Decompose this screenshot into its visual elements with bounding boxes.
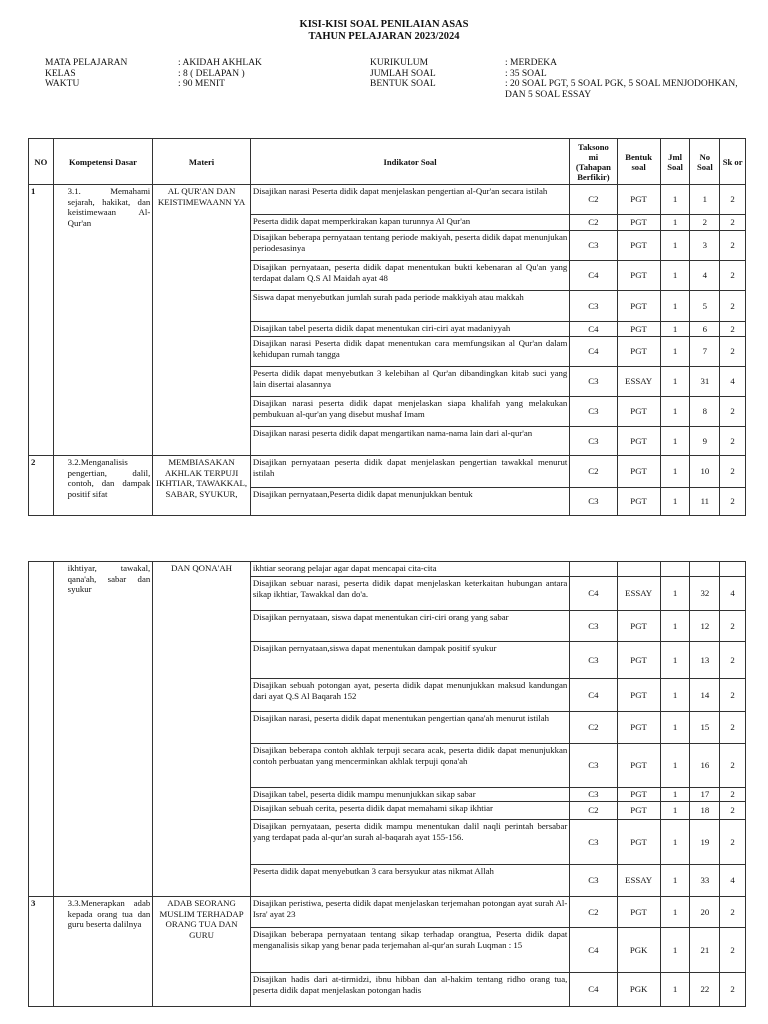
indikator-cell: Peserta didik dapat menyebutkan 3 cara bersyukur atas nikmat Allah — [250, 865, 569, 897]
indikator-cell: Siswa dapat menyebutkan jumlah surah pada periode makkiyah atau makkah — [250, 291, 569, 322]
taksonomi-cell: C3 — [570, 397, 617, 427]
jumlah-soal-cell: 1 — [660, 185, 690, 215]
group-no-cell — [29, 562, 54, 897]
nomor-soal-cell: 11 — [690, 488, 720, 516]
bentuk-soal-cell: PGT — [617, 261, 660, 291]
bentuk-soal-cell: PGT — [617, 802, 660, 820]
nomor-soal-cell: 18 — [690, 802, 720, 820]
col-header-indikator: Indikator Soal — [250, 139, 569, 185]
taksonomi-cell: C3 — [570, 291, 617, 322]
meta-value: : 90 MENIT — [178, 79, 225, 89]
kisi-kisi-table-1 — [28, 138, 746, 516]
bentuk-soal-cell: PGT — [617, 897, 660, 928]
indikator-cell: Disajikan sebuah cerita, peserta didik dapat memahami sikap ikhtiar — [250, 802, 569, 820]
skor-cell: 4 — [720, 367, 746, 397]
nomor-soal-cell: 32 — [690, 577, 720, 611]
materi-cell: DAN QONA'AH — [153, 562, 251, 897]
nomor-soal-cell: 7 — [690, 337, 720, 367]
meta-value: : 20 SOAL PGT, 5 SOAL PGK, 5 SOAL MENJODOHKAN, — [505, 79, 738, 89]
bentuk-soal-cell: PGT — [617, 788, 660, 802]
nomor-soal-cell: 20 — [690, 897, 720, 928]
nomor-soal-cell: 9 — [690, 427, 720, 456]
nomor-soal-cell: 3 — [690, 231, 720, 261]
skor-cell: 2 — [720, 973, 746, 1007]
nomor-soal-cell: 5 — [690, 291, 720, 322]
skor-cell: 2 — [720, 215, 746, 231]
col-header-taksonomi: Taksono mi (Tahapan Berfikir) — [570, 139, 617, 185]
col-header-materi: Materi — [153, 139, 251, 185]
meta-value: : MERDEKA — [505, 58, 557, 68]
indikator-cell: Disajikan peristiwa, peserta didik dapat menjelaskan terjemahan potongan ayat surah Al-Isra' ayat 23 — [250, 897, 569, 928]
taksonomi-cell: C3 — [570, 820, 617, 865]
indikator-cell: Disajikan pernyataan, siswa dapat menentukan ciri-ciri orang yang sabar — [250, 611, 569, 642]
jumlah-soal-cell: 1 — [660, 215, 690, 231]
taksonomi-cell: C3 — [570, 642, 617, 679]
bentuk-soal-cell: PGK — [617, 973, 660, 1007]
indikator-cell: Disajikan narasi peserta didik dapat menjelaskan siapa khalifah yang melakukan pembukuan al-qur'an yang disebut mushaf Imam — [250, 397, 569, 427]
taksonomi-cell: C3 — [570, 611, 617, 642]
skor-cell: 2 — [720, 397, 746, 427]
nomor-soal-cell: 19 — [690, 820, 720, 865]
meta-value: : AKIDAH AKHLAK — [178, 58, 262, 68]
skor-cell: 2 — [720, 322, 746, 337]
meta-label: BENTUK SOAL — [370, 79, 436, 89]
jumlah-soal-cell: 1 — [660, 456, 690, 488]
indikator-cell: Disajikan tabel peserta didik dapat menentukan ciri-ciri ayat madaniyyah — [250, 322, 569, 337]
skor-cell: 2 — [720, 456, 746, 488]
taksonomi-cell — [570, 562, 617, 577]
jumlah-soal-cell: 1 — [660, 577, 690, 611]
taksonomi-cell: C2 — [570, 456, 617, 488]
jumlah-soal-cell: 1 — [660, 642, 690, 679]
meta-value: DAN 5 SOAL ESSAY — [505, 89, 592, 100]
skor-cell — [720, 562, 746, 577]
indikator-cell: Disajikan beberapa pernyataan tentang sikap terhadap orangtua, Peserta didik dapat menganalisis sikap yang benar pada terjemahan al-qur'an surah Luqman : 15 — [250, 928, 569, 973]
bentuk-soal-cell: PGK — [617, 928, 660, 973]
jumlah-soal-cell: 1 — [660, 820, 690, 865]
meta-label: KELAS — [45, 68, 76, 79]
nomor-soal-cell: 14 — [690, 679, 720, 712]
jumlah-soal-cell: 1 — [660, 973, 690, 1007]
jumlah-soal-cell: 1 — [660, 291, 690, 322]
meta-value: : 35 SOAL — [505, 68, 547, 79]
nomor-soal-cell: 1 — [690, 185, 720, 215]
jumlah-soal-cell: 1 — [660, 802, 690, 820]
skor-cell: 2 — [720, 744, 746, 788]
meta-label: WAKTU — [45, 79, 80, 89]
skor-cell: 2 — [720, 427, 746, 456]
bentuk-soal-cell: PGT — [617, 488, 660, 516]
nomor-soal-cell: 16 — [690, 744, 720, 788]
jumlah-soal-cell: 1 — [660, 261, 690, 291]
taksonomi-cell: C3 — [570, 231, 617, 261]
jumlah-soal-cell: 1 — [660, 337, 690, 367]
bentuk-soal-cell: ESSAY — [617, 865, 660, 897]
col-header-kd: Kompetensi Dasar — [53, 139, 153, 185]
jumlah-soal-cell: 1 — [660, 367, 690, 397]
nomor-soal-cell: 22 — [690, 973, 720, 1007]
skor-cell: 2 — [720, 820, 746, 865]
taksonomi-cell: C2 — [570, 185, 617, 215]
jumlah-soal-cell: 1 — [660, 611, 690, 642]
taksonomi-cell: C4 — [570, 928, 617, 973]
table-row — [29, 185, 746, 215]
indikator-cell: Disajikan tabel, peserta didik mampu menunjukkan sikap sabar — [250, 788, 569, 802]
jumlah-soal-cell: 1 — [660, 865, 690, 897]
indikator-cell: Disajikan sebuar narasi, peserta didik dapat menjelaskan keterkaitan hubungan antara sikap ikhtiar, Tawakkal dan do'a. — [250, 577, 569, 611]
nomor-soal-cell: 4 — [690, 261, 720, 291]
bentuk-soal-cell: PGT — [617, 427, 660, 456]
kompetensi-dasar-cell: 3.3.Menerapkan adab kepada orang tua dan guru beserta dalilnya — [53, 897, 153, 1007]
indikator-cell: Disajikan narasi peserta didik dapat mengartikan nama-nama lain dari al-qur'an — [250, 427, 569, 456]
bentuk-soal-cell: PGT — [617, 456, 660, 488]
indikator-cell: Disajikan pernyataan, peserta didik mampu menentukan dalil naqli perintah bersabar yang terdapat pada al-qur'an surah al-baqarah ayat 155-156. — [250, 820, 569, 865]
materi-cell: ADAB SEORANG MUSLIM TERHADAP ORANG TUA DAN GURU — [153, 897, 251, 1007]
kompetensi-dasar-cell: 3.1. Memahami sejarah, hakikat, dan keistimewaan Al-Qur'an — [53, 185, 153, 456]
bentuk-soal-cell: ESSAY — [617, 367, 660, 397]
taksonomi-cell: C4 — [570, 337, 617, 367]
indikator-cell: Disajikan pernyataan, peserta didik dapat menentukan bukti kebenaran al Qu'an yang terdapat dalam Q.S Al Maidah ayat 48 — [250, 261, 569, 291]
col-header-no: NO — [29, 139, 54, 185]
taksonomi-cell: C3 — [570, 367, 617, 397]
bentuk-soal-cell: PGT — [617, 291, 660, 322]
taksonomi-cell: C3 — [570, 744, 617, 788]
table-row — [29, 897, 746, 928]
taksonomi-cell: C3 — [570, 788, 617, 802]
jumlah-soal-cell: 1 — [660, 928, 690, 973]
nomor-soal-cell: 8 — [690, 397, 720, 427]
bentuk-soal-cell: PGT — [617, 712, 660, 744]
nomor-soal-cell: 13 — [690, 642, 720, 679]
bentuk-soal-cell: PGT — [617, 322, 660, 337]
skor-cell: 2 — [720, 788, 746, 802]
bentuk-soal-cell: PGT — [617, 820, 660, 865]
skor-cell: 2 — [720, 231, 746, 261]
skor-cell: 2 — [720, 291, 746, 322]
nomor-soal-cell: 6 — [690, 322, 720, 337]
taksonomi-cell: C4 — [570, 679, 617, 712]
bentuk-soal-cell: PGT — [617, 611, 660, 642]
col-header-nosoal: No Soal — [690, 139, 720, 185]
meta-label: KURIKULUM — [370, 58, 429, 68]
table-row — [29, 456, 746, 488]
nomor-soal-cell: 15 — [690, 712, 720, 744]
jumlah-soal-cell: 1 — [660, 712, 690, 744]
bentuk-soal-cell: PGT — [617, 185, 660, 215]
kisi-kisi-table-2 — [28, 561, 746, 1007]
materi-cell: MEMBIASAKAN AKHLAK TERPUJI IKHTIAR, TAWAKKAL, SABAR, SYUKUR, — [153, 456, 251, 516]
indikator-cell: Disajikan hadis dari at-tirmidzi, ibnu hibban dan al-hakim tentang ridho orang tua, peserta didik dapat menjelaskan potongan hadis — [250, 973, 569, 1007]
bentuk-soal-cell: PGT — [617, 215, 660, 231]
taksonomi-cell: C4 — [570, 577, 617, 611]
skor-cell: 2 — [720, 611, 746, 642]
nomor-soal-cell: 10 — [690, 456, 720, 488]
skor-cell: 2 — [720, 679, 746, 712]
skor-cell: 2 — [720, 642, 746, 679]
bentuk-soal-cell: PGT — [617, 744, 660, 788]
indikator-cell: Peserta didik dapat memperkirakan kapan turunnya Al Qur'an — [250, 215, 569, 231]
indikator-cell: Disajikan beberapa contoh akhlak terpuji secara acak, peserta didik dapat menunjukkan contoh perbuatan yang mencerminkan akhlak terpuji qona'ah — [250, 744, 569, 788]
indikator-cell: Disajikan sebuah potongan ayat, peserta didik dapat menunjukkan maksud kandungan dari ayat Q.S Al Baqarah 152 — [250, 679, 569, 712]
materi-cell: AL QUR'AN DAN KEISTIMEWAANN YA — [153, 185, 251, 456]
skor-cell: 2 — [720, 337, 746, 367]
table-header-row — [29, 139, 746, 185]
skor-cell: 2 — [720, 712, 746, 744]
taksonomi-cell: C4 — [570, 322, 617, 337]
skor-cell: 2 — [720, 928, 746, 973]
nomor-soal-cell: 33 — [690, 865, 720, 897]
bentuk-soal-cell: PGT — [617, 337, 660, 367]
jumlah-soal-cell: 1 — [660, 788, 690, 802]
indikator-cell: ikhtiar seorang pelajar agar dapat mencapai cita-cita — [250, 562, 569, 577]
taksonomi-cell: C4 — [570, 261, 617, 291]
col-header-skor: Sk or — [720, 139, 746, 185]
skor-cell: 2 — [720, 488, 746, 516]
bentuk-soal-cell — [617, 562, 660, 577]
indikator-cell: Disajikan pernyataan peserta didik dapat menjelaskan pengertian tawakkal menurut istilah — [250, 456, 569, 488]
nomor-soal-cell: 31 — [690, 367, 720, 397]
nomor-soal-cell: 2 — [690, 215, 720, 231]
jumlah-soal-cell: 1 — [660, 897, 690, 928]
indikator-cell: Disajikan narasi Peserta didik dapat menentukan cara memfungsikan al Qur'an dalam kehidupan rumah tangga — [250, 337, 569, 367]
indikator-cell: Disajikan narasi Peserta didik dapat menjelaskan pengertian al-Qur'an secara istilah — [250, 185, 569, 215]
skor-cell: 4 — [720, 577, 746, 611]
jumlah-soal-cell: 1 — [660, 427, 690, 456]
bentuk-soal-cell: PGT — [617, 231, 660, 261]
indikator-cell: Disajikan beberapa pernyataan tentang periode makiyah, peserta didik dapat menunjukan periodesasinya — [250, 231, 569, 261]
document-title: KISI-KISI SOAL PENILAIAN ASAS — [299, 19, 469, 30]
group-no-cell: 1 — [29, 185, 54, 456]
jumlah-soal-cell: 1 — [660, 679, 690, 712]
kompetensi-dasar-cell: ikhtiyar, tawakal, qana'ah, sabar dan syukur — [53, 562, 153, 897]
bentuk-soal-cell: PGT — [617, 642, 660, 679]
nomor-soal-cell — [690, 562, 720, 577]
skor-cell: 2 — [720, 185, 746, 215]
skor-cell: 2 — [720, 897, 746, 928]
jumlah-soal-cell: 1 — [660, 744, 690, 788]
indikator-cell: Disajikan pernyataan,Peserta didik dapat menunjukkan bentuk — [250, 488, 569, 516]
document-subtitle: TAHUN PELAJARAN 2023/2024 — [308, 31, 460, 42]
taksonomi-cell: C2 — [570, 712, 617, 744]
bentuk-soal-cell: PGT — [617, 679, 660, 712]
bentuk-soal-cell: PGT — [617, 397, 660, 427]
nomor-soal-cell: 17 — [690, 788, 720, 802]
group-no-cell: 2 — [29, 456, 54, 516]
taksonomi-cell: C3 — [570, 427, 617, 456]
kompetensi-dasar-cell: 3.2.Menganalisis pengertian, dalil, contoh, dan dampak positif sifat — [53, 456, 153, 516]
col-header-jml: Jml Soal — [660, 139, 690, 185]
taksonomi-cell: C3 — [570, 865, 617, 897]
indikator-cell: Disajikan pernyataan,siswa dapat menentukan dampak positif syukur — [250, 642, 569, 679]
taksonomi-cell: C2 — [570, 802, 617, 820]
nomor-soal-cell: 21 — [690, 928, 720, 973]
group-no-cell: 3 — [29, 897, 54, 1007]
bentuk-soal-cell: ESSAY — [617, 577, 660, 611]
col-header-bentuk: Bentuk soal — [617, 139, 660, 185]
skor-cell: 2 — [720, 802, 746, 820]
taksonomi-cell: C2 — [570, 215, 617, 231]
skor-cell: 4 — [720, 865, 746, 897]
jumlah-soal-cell: 1 — [660, 231, 690, 261]
indikator-cell: Peserta didik dapat menyebutkan 3 kelebihan al Qur'an dibandingkan kitab suci yang lain disertai alasannya — [250, 367, 569, 397]
taksonomi-cell: C3 — [570, 488, 617, 516]
meta-label: MATA PELAJARAN — [45, 58, 128, 68]
jumlah-soal-cell: 1 — [660, 488, 690, 516]
table-row — [29, 562, 746, 577]
jumlah-soal-cell: 1 — [660, 397, 690, 427]
skor-cell: 2 — [720, 261, 746, 291]
jumlah-soal-cell: 1 — [660, 322, 690, 337]
meta-value: : 8 ( DELAPAN ) — [178, 68, 245, 79]
jumlah-soal-cell — [660, 562, 690, 577]
indikator-cell: Disajikan narasi, peserta didik dapat menentukan pengertian qana'ah menurut istilah — [250, 712, 569, 744]
taksonomi-cell: C2 — [570, 897, 617, 928]
taksonomi-cell: C4 — [570, 973, 617, 1007]
nomor-soal-cell: 12 — [690, 611, 720, 642]
meta-label: JUMLAH SOAL — [370, 68, 436, 79]
